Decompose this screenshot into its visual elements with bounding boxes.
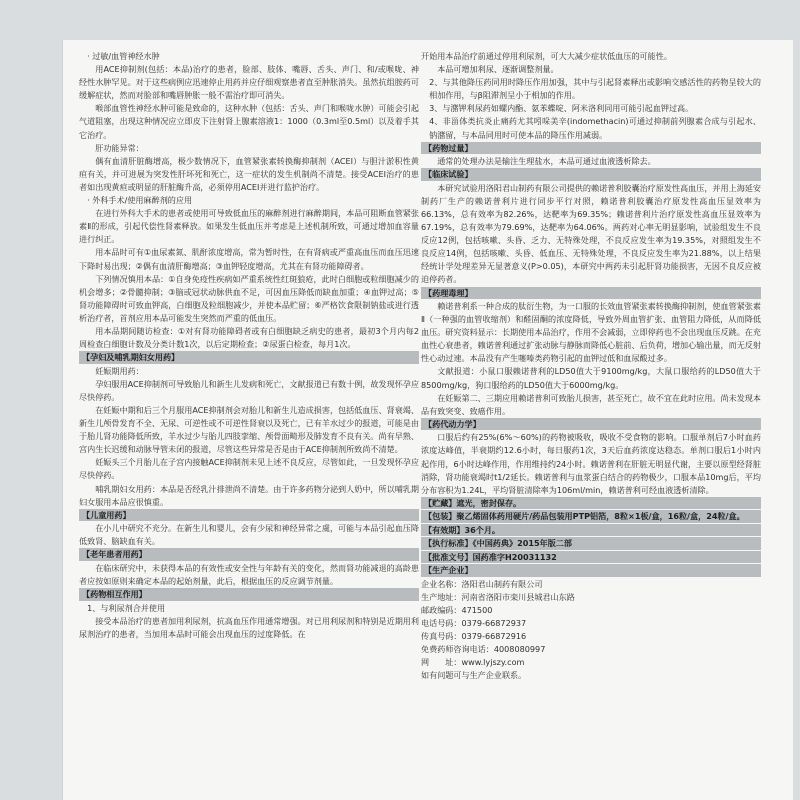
section-heading: 【孕妇及哺乳期妇女用药】: [79, 351, 419, 364]
paragraph: 在妊娠第二、三期应用赖诺普利可致胎儿损害，甚至死亡，故不宜在此时应用。尚未发现本品有致突变、致癌作用。: [421, 392, 761, 416]
paragraph: 4、非甾体类抗炎止痛药尤其吲哚美辛(indomethacin)可通过抑制前列腺素合成与引起水、钠潴留，与本品同用时可使本品的降压作用减弱。: [429, 116, 761, 140]
company-info-line: 如有问题可与生产企业联系。: [421, 670, 527, 681]
paragraph: 用本品期间随访检查：①对有肾功能障碍者或有白细胞缺乏病史的患者，最初3个月内每2周检查白细胞计数及分类计数1次，以后定期检查；②尿蛋白检查，每月1次。: [79, 325, 419, 350]
paragraph: 下列情况慎用本品：①自身免疫性疾病如严重系统性红斑狼疮，此时白细胞或粒细胞减少的机会增多；②骨髓抑制；③脑或冠状动脉供血不足，可因血压降低而缺血加重；④血钾过高；⑤肾功能障碍时可致血钾高，白细胞及粒细胞减少，并使本品贮留；⑥严格饮食限制钠盐或进行透析治疗者，首剂应用本品可能发生突然而严重的低血压。: [79, 273, 419, 323]
paragraph: 赖诺普利系一种合成的肽衍生物，为一口服的长效血管紧张素转换酶抑制剂，使血管紧张素Ⅱ（一种强的血管收缩剂）和醛固酮的浓度降低，导致外周血管扩张、血管阻力降低，从而降低血压。研究资料显示：长期使用本品治疗，作用不会减弱，立即停药也不会出现血压反跳。在充血性心衰患者，赖诺普利通过扩张动脉与静脉而降低心脏前、后负荷，增加心输出量，而无反射性心动过速。本品没有产生噻嗪类药物引起的血钾过低和血尿酸过多。: [421, 301, 761, 364]
company-info-line: 企业名称：洛阳君山制药有限公司: [421, 578, 543, 589]
section-heading: 【药代动力学】: [421, 418, 761, 431]
paragraph: 在进行外科大手术的患者或使用可导致低血压的麻醉剂进行麻醉期间，本品可阻断血管紧张素Ⅱ的形成，引起代偿性肾素释放。如果发生低血压并考虑是上述机制所致，可通过增加血容量进行纠正。: [79, 208, 419, 245]
section-heading: 【临床试验】: [421, 168, 761, 181]
company-info-line: 网 址：www.lyjszy.com: [421, 657, 525, 668]
left-column: [79, 50, 419, 641]
paragraph: 哺乳期妇女用药：本品是否经乳汁排泄尚不清楚。由于许多药物分泌到人奶中，所以哺乳期妇女服用本品应很慎重。: [79, 483, 419, 507]
paragraph: 接受本品治疗的患者加用利尿剂，抗高血压作用通常增强。对已用利尿剂和特别是近期用利尿剂治疗的患者，当加用本品时可能会出现血压的过度降低。在: [79, 615, 419, 639]
section-heading: 【药物相互作用】: [79, 588, 419, 601]
right-column: [421, 50, 761, 683]
company-info: [421, 578, 761, 683]
paragraph: 用本品时可有①血尿素氮、肌酐浓度增高，常为暂时性，在有肾病或严重高血压而血压迅速下降时易出现；②偶有血清肝酶增高；③血钾轻度增高，尤其在有肾功能障碍者。: [79, 247, 419, 271]
paragraph: 偶有血清肝脏酶增高，极少数情况下，血管紧张素转换酶抑制剂（ACEI）与胆汁淤积性黄疸有关，并可进展为突发性肝坏死和死亡，这一症状的发生机制尚不清楚。接受ACEI治疗的患者如出现黄疸或明显的肝脏酶升高，必须停用ACEI并进行监护治疗。: [79, 155, 419, 192]
paragraph: · 外科手术/使用麻醉剂的应用: [87, 195, 193, 206]
paragraph: 口服后约有25%(6%～60%)的药物被吸收，吸收不受食物的影响。口服单剂后7小时血药浓度达峰值，半衰期约12.6小时，每日服药1次，3天后血药浓度达稳态。单剂口服后1小时内起作用，6小时达峰作用，作用维持约24小时。赖诺普利在肝脏无明显代谢，主要以原型经肾脏消除，肾功能衰竭时t1/2延长。赖诺普利与血浆蛋白结合的药物极少，口服本品10mg后，平均分布容积为1.24L，平均肾脏清除率为106ml/min，赖诺普利可经血液透析清除。: [421, 432, 761, 495]
paragraph: 在妊娠中期和后三个月服用ACE抑制剂会对胎儿和新生儿造成损害，包括低血压、肾衰竭、新生儿颅骨发育不全、无尿、可逆性或不可逆性肾衰以及死亡，已有羊水过少的报道，可能是由于胎儿肾功能降低所致，羊水过少与胎儿四肢挛缩、颅骨面畸形及肺发育不良有关。尚有早熟、宫内生长迟缓和动脉导管未闭的报道，尽管这些异常是否是由于ACE抑制剂所致尚不清楚。: [79, 404, 419, 455]
paragraph: 本品可增加利尿、逐渐调整剂量。: [437, 64, 559, 75]
package-insert-sheet: [62, 40, 793, 800]
paragraph: 文献报道：小鼠口服赖诺普利的LD50值大于9100mg/kg，大鼠口服给药的LD50值大于8500mg/kg，狗口服给药的LD50值大于6000mg/kg。: [421, 366, 761, 390]
company-info-line: 传真号码：0379-66872916: [421, 631, 527, 642]
company-info-line: 电话号码：0379-66872937: [421, 618, 527, 629]
section-heading: 【药物过量】: [421, 142, 761, 155]
paragraph: 喉部血管性神经水肿可能是致命的，这种水肿（包括：舌头、声门和喉咙水肿）可能会引起气道阻塞，出现这种情况应立即皮下注射肾上腺素溶液1：1000（0.3ml至0.5ml）以及着手其它治疗。: [79, 103, 419, 140]
section-heading: 【批准文号】国药准字H20031132: [421, 551, 761, 564]
paragraph: 肝功能异常：: [95, 142, 144, 153]
section-heading: 【执行标准】《中国药典》2015年版二部: [421, 537, 761, 550]
paragraph: 在小儿中研究不充分。在新生儿和婴儿，会有少尿和神经异常之虞，可能与本品引起血压降低致肾、脑缺血有关。: [79, 523, 419, 547]
company-info-line: 免费药师咨询电话：4008080997: [421, 644, 546, 655]
paragraph: 在临床研究中，未获得本品的有效性或安全性与年龄有关的变化，然而肾功能减退的高龄患者应按如原则来确定本品的起始剂量，此后，根据血压的反应调节剂量。: [79, 562, 419, 586]
paragraph: 妊娠期用药：: [95, 365, 144, 376]
section-heading: 【生产企业】: [421, 564, 761, 577]
section-heading: 【老年患者用药】: [79, 548, 419, 561]
section-heading: 【儿童用药】: [79, 509, 419, 522]
company-info-line: 生产地址：河南省洛阳市栾川县城君山东路: [421, 591, 575, 602]
paragraph: 2、与其他降压药同用时降压作用加强，其中与引起肾素释出或影响交感活性的药物呈较大的相加作用，与β阻滞剂呈小于相加的作用。: [429, 77, 761, 101]
paragraph: 通常的处理办法是输注生理盐水，本品可通过血液透析除去。: [437, 156, 656, 167]
section-heading: 【有效期】36个月。: [421, 524, 761, 537]
paragraph: 用ACE抑制剂(包括：本品)治疗的患者，脸部、肢体、嘴唇、舌头、声门、和/或喉咙、神经性水肿罕见。对于这些病例应迅速停止用药并应仔细观察患者直至肿胀消失。虽然抗组胺药可缓解症状，然而对脸部和嘴唇肿胀一般不需治疗即可消失。: [79, 64, 419, 101]
paragraph: 孕妇服用ACE抑制剂可导致胎儿和新生儿发病和死亡，文献报道已有数十例，故发现怀孕应尽快停药。: [79, 378, 419, 402]
paragraph: · 过敏/血管神经水肿: [87, 51, 160, 61]
paragraph: 3、与潴钾利尿药如螺内酯、氨苯蝶啶、阿米洛利同用可能引起血钾过高。: [429, 103, 694, 114]
paragraph: 1、与利尿剂合并使用: [87, 602, 166, 613]
paragraph: 本研究试验用洛阳君山制药有限公司提供的赖诺普利胶囊治疗原发性高血压，并用上海延安制药厂生产的赖诺普利片进行同步平行对照，赖诺普利胶囊治疗原发性高血压显效率为66.13%，总有效率为82.26%，达靶率为69.35%；赖诺普利片治疗原发性高血压显效率为67.19%，总有效率为79.69%，达靶率为64.06%。两药对心率无明显影响，试验组发生不良反应12例，包括咳嗽、头昏、乏力、无特殊处理，不良反应发生率为19.35%，对照组发生不良反应14例，包括咳嗽、头昏、低血压、无特殊处理，不良反应发生率为21.88%，以上结果经统计学处理差异无显著意义(P>0.05)，本研究中两药未引起肝肾功能损害，无因不良反应被迫停药者。: [421, 182, 761, 285]
paragraph: 开始用本品治疗前通过停用利尿剂，可大大减少症状低血压的可能性。: [421, 51, 672, 61]
paragraph: 妊娠头三个月胎儿在子宫内接触ACE抑制剂未见上述不良反应，尽管如此，一旦发现怀孕应尽快停药。: [79, 457, 419, 481]
section-heading: 【包装】聚乙烯固体药用硬片/药品包装用PTP铝箔，8粒×1板/盒，16粒/盒，24粒/盒。: [421, 510, 761, 523]
company-info-line: 邮政编码：471500: [421, 605, 493, 615]
section-heading: 【贮藏】遮光，密封保存。: [421, 497, 761, 510]
section-heading: 【药理毒理】: [421, 287, 761, 300]
